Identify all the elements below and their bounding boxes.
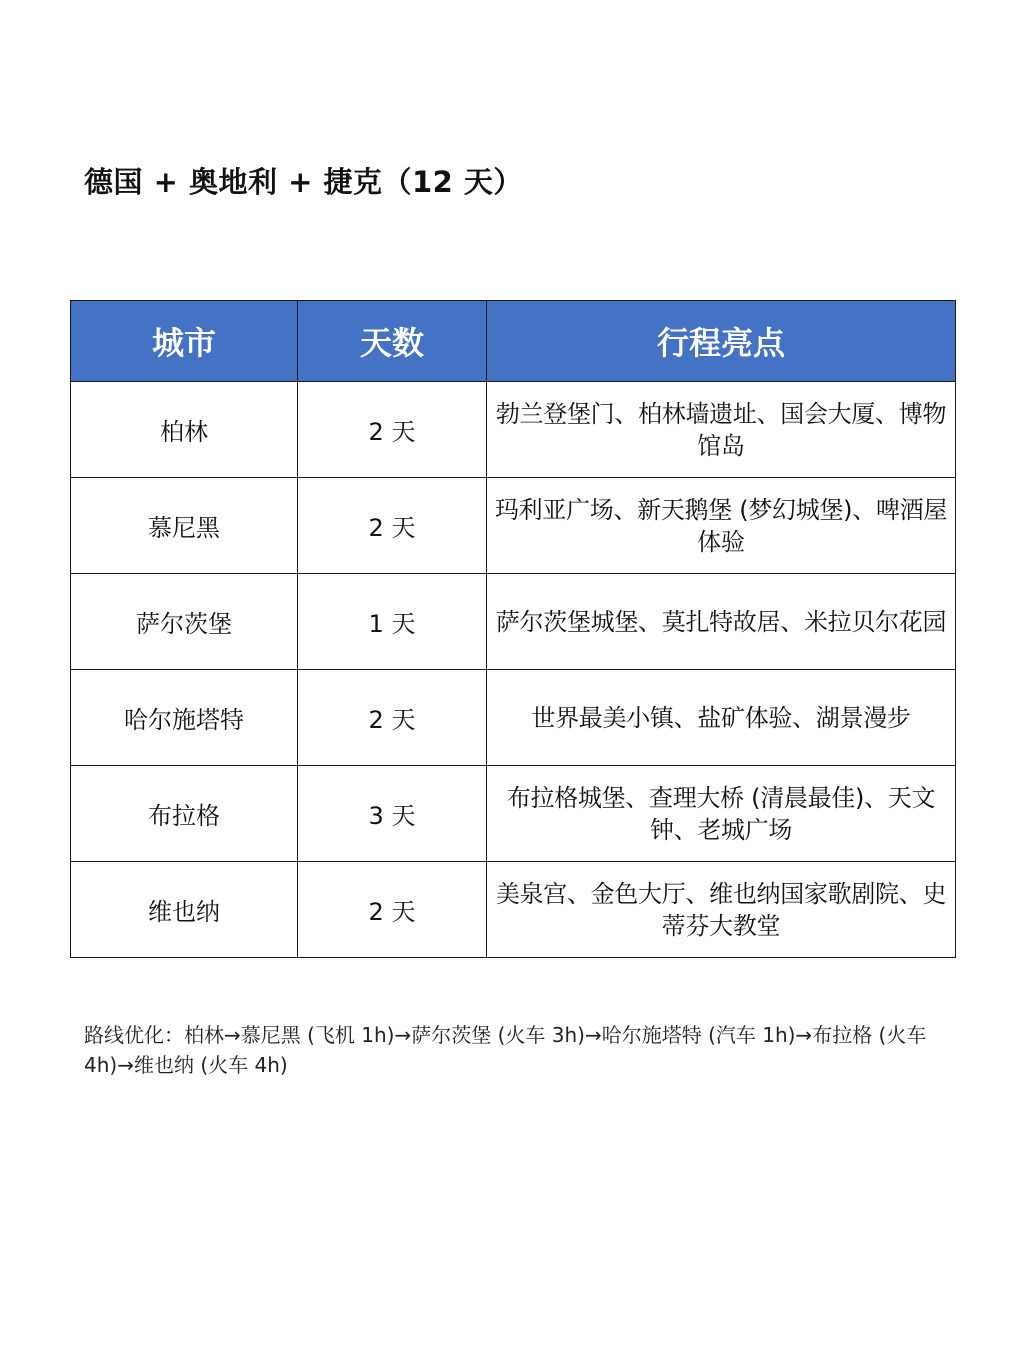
- days-cell: 2 天: [298, 670, 487, 766]
- table-row: [71, 670, 956, 766]
- table-row: [71, 382, 956, 478]
- days-cell: 2 天: [298, 382, 487, 478]
- days-cell: 2 天: [298, 478, 487, 574]
- days-cell: 3 天: [298, 766, 487, 862]
- highlights-cell: 勃兰登堡门、柏林墙遗址、国会大厦、博物馆岛: [487, 382, 956, 478]
- route-note: 路线优化：柏林→慕尼黑 (飞机 1h)→萨尔茨堡 (火车 3h)→哈尔施塔特 (汽车 1h)→布拉格 (火车 4h)→维也纳 (火车 4h): [84, 1023, 927, 1077]
- page-title: 德国 + 奥地利 + 捷克（12 天）: [84, 165, 523, 199]
- highlights-cell: 玛利亚广场、新天鹅堡 (梦幻城堡)、啤酒屋体验: [487, 478, 956, 574]
- city-cell: 萨尔茨堡: [71, 574, 298, 670]
- column-header-days: 天数: [298, 301, 487, 382]
- highlights-cell: 世界最美小镇、盐矿体验、湖景漫步: [487, 670, 956, 766]
- city-cell: 维也纳: [71, 862, 298, 958]
- table-row: [71, 574, 956, 670]
- itinerary-table: [70, 300, 956, 958]
- table-row: [71, 478, 956, 574]
- days-cell: 2 天: [298, 862, 487, 958]
- city-cell: 慕尼黑: [71, 478, 298, 574]
- table-row: [71, 766, 956, 862]
- table-header-row: [71, 301, 956, 382]
- highlights-cell: 萨尔茨堡城堡、莫扎特故居、米拉贝尔花园: [487, 574, 956, 670]
- city-cell: 布拉格: [71, 766, 298, 862]
- column-header-highlights: 行程亮点: [487, 301, 956, 382]
- city-cell: 柏林: [71, 382, 298, 478]
- column-header-city: 城市: [71, 301, 298, 382]
- highlights-cell: 布拉格城堡、查理大桥 (清晨最佳)、天文钟、老城广场: [487, 766, 956, 862]
- table-row: [71, 862, 956, 958]
- highlights-cell: 美泉宫、金色大厅、维也纳国家歌剧院、史蒂芬大教堂: [487, 862, 956, 958]
- days-cell: 1 天: [298, 574, 487, 670]
- city-cell: 哈尔施塔特: [71, 670, 298, 766]
